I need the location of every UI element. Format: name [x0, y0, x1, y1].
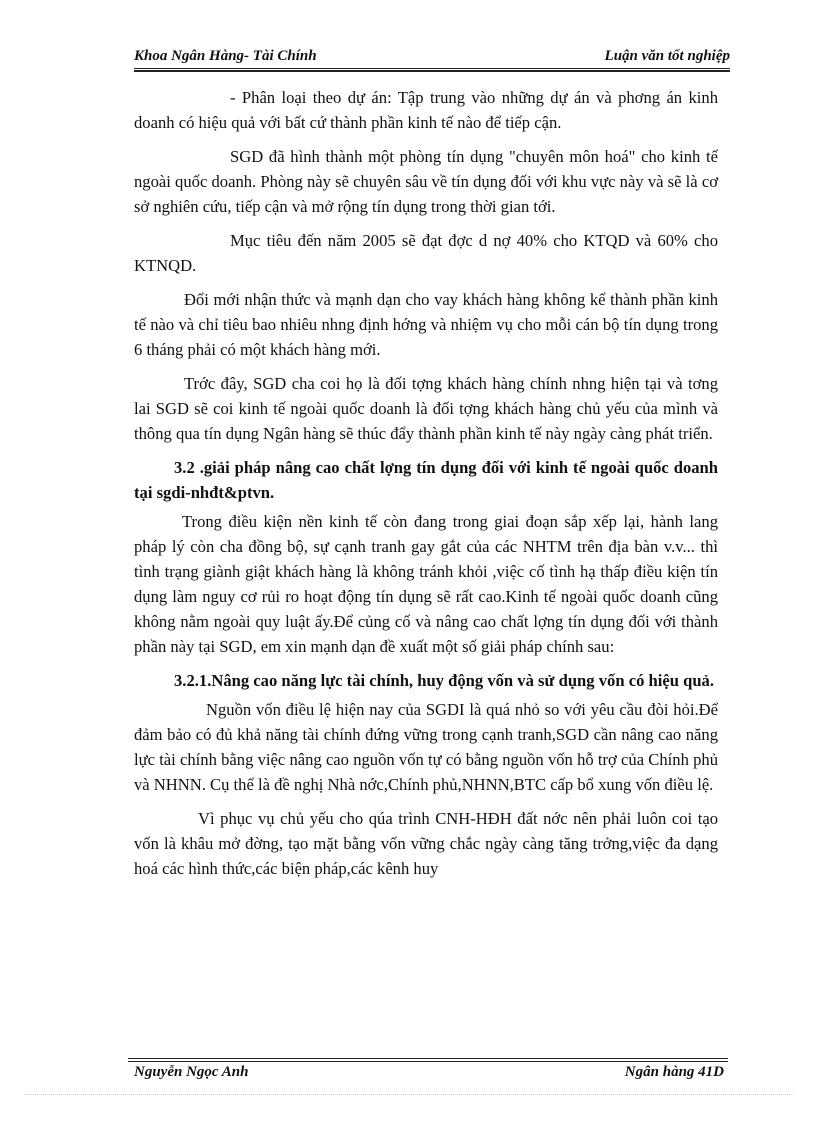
paragraph-charter-capital: Nguồn vốn điều lệ hiện nay của SGDI là quá nhỏ so với yêu cầu đòi hỏi.Để đảm bảo có đủ khả năng tài chính đứng vững trong cạnh tranh,SGD cần nâng cao năng lực tài chính bằng việc nâng cao nguồn vốn tự có bằng nguồn vốn hỗ trợ của Chính phủ và NHNN. Cụ thể là đề nghị Nhà nớc,Chính phủ,NHNN,BTC cấp bổ xung vốn điều lệ. [134, 700, 718, 794]
footer-class: Ngân hàng 41D [624, 1064, 724, 1080]
section-heading-3-2-1: 3.2.1.Nâng cao năng lực tài chính, huy động vốn và sử dụng vốn có hiệu quả. [174, 671, 714, 690]
section-heading-3-2: 3.2 .giải pháp nâng cao chất lợng tín dụng đối với kinh tế ngoài quốc doanh tại sgdi-nhđt&ptvn. [134, 458, 718, 502]
page-body [134, 85, 718, 890]
header-faculty: Khoa Ngân Hàng- Tài Chính [134, 48, 317, 64]
footer-rule-bottom [128, 1061, 728, 1062]
paragraph-specialized-department: SGD đã hình thành một phòng tín dụng "chuyên môn hoá" cho kinh tế ngoài quốc doanh. Phòng này sẽ chuyên sâu về tín dụng đối với khu vực này và sẽ là cơ sở nghiên cứu, tiếp cận và mở rộng tín dụng trong thời gian tới. [134, 147, 718, 216]
paragraph-change-awareness: Đổi mới nhận thức và mạnh dạn cho vay khách hàng không kể thành phần kinh tế nào và chỉ tiêu bao nhiêu nhng định hớng và nhiệm vụ cho mỗi cán bộ tín dụng trong 6 tháng phải có một khách hàng mới. [134, 290, 718, 359]
footer-author: Nguyễn Ngọc Anh [134, 1064, 249, 1080]
paragraph-capital-mobilization: Vì phục vụ chủ yếu cho qúa trình CNH-HĐH đất nớc nên phải luôn coi tạo vốn là khâu mở đờng, tạo mặt bằng vốn vững chắc ngày càng tăng trởng,việc đa dạng hoá các hình thức,các biện pháp,các kênh huy [134, 809, 718, 878]
page-header [134, 48, 730, 66]
paragraph-2005-target: Mục tiêu đến năm 2005 sẽ đạt đợc d nợ 40% cho KTQD và 60% cho KTNQD. [134, 231, 718, 275]
footer-rule-top [128, 1058, 728, 1059]
header-rule-thin [134, 68, 730, 69]
page-footer [134, 1064, 724, 1082]
page-edge-dotted-line [24, 1094, 794, 1095]
paragraph-section-3-2: Trong điều kiện nền kinh tế còn đang trong giai đoạn sắp xếp lại, hành lang pháp lý còn cha đồng bộ, sự cạnh tranh gay gắt của các NHTM trên địa bàn v.v... thì tình trạng giành giật khách hàng là không tránh khỏi ,việc cố tình hạ thấp điều kiện tín dụng làm nguy cơ rủi ro hoạt động tín dụng sẽ rất cao.Kinh tế ngoài quốc doanh cũng không nằm ngoài quy luật ấy.Để củng cố và nâng cao chất lợng tín dụng đối với thành phần này tại SGD, em xin mạnh dạn đề xuất một số giải pháp chính sau: [134, 512, 718, 656]
header-rule-thick [134, 70, 730, 72]
paragraph-previous-vs-now: Trớc đây, SGD cha coi họ là đối tợng khách hàng chính nhng hiện tại và tơng lai SGD sẽ coi kinh tế ngoài quốc doanh là đối tợng khách hàng chủ yếu của mình và thông qua tín dụng Ngân hàng sẽ thúc đẩy thành phần kinh tế này ngày càng phát triển. [134, 374, 718, 443]
paragraph-project-classification: - Phân loại theo dự án: Tập trung vào những dự án và phơng án kinh doanh có hiệu quả với bất cứ thành phần kinh tế nào để tiếp cận. [134, 88, 718, 132]
header-thesis-title: Luận văn tốt nghiệp [604, 48, 730, 64]
